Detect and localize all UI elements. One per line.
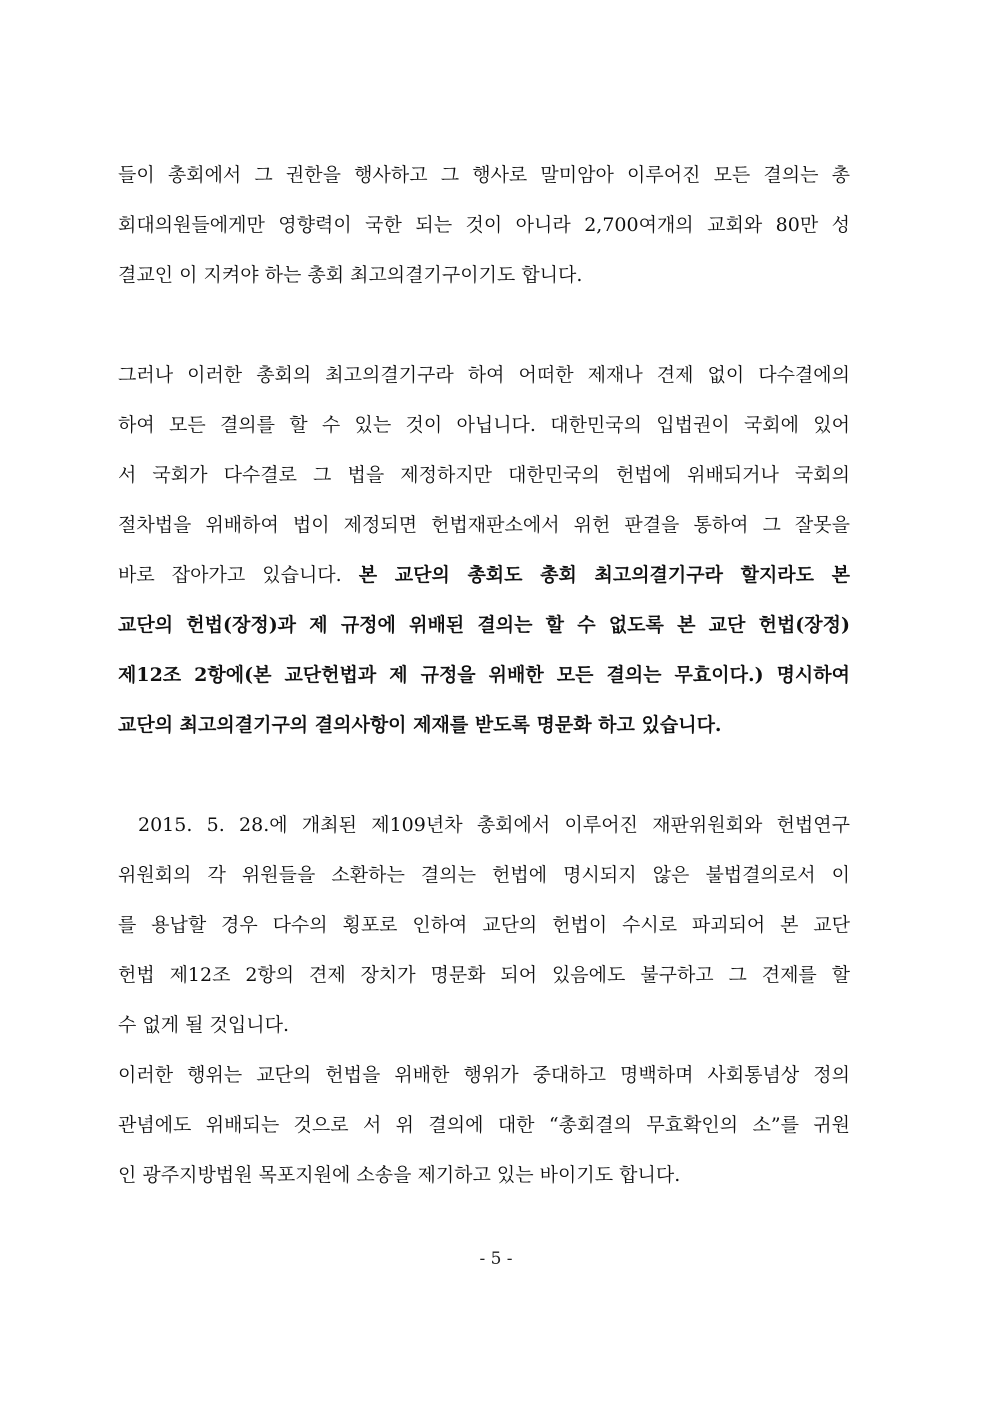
paragraph-3-line-4: 헌법 제12조 2항의 견제 장치가 명문화 되어 있음에도 불구하고 그 견제를 할 [118, 964, 850, 986]
paragraph-4-line-1: 이러한 행위는 교단의 헌법을 위배한 행위가 중대하고 명백하며 사회통념상 정의 [118, 1064, 850, 1086]
paragraph-4-line-3: 인 광주지방법원 목포지원에 소송을 제기하고 있는 바이기도 합니다. [118, 1164, 681, 1186]
paragraph-2-bold-line-2: 제12조 2항에(본 교단헌법과 제 규정을 위배한 모든 결의는 무효이다.) 명시하여 [118, 664, 850, 686]
paragraph-2-line-4: 절차법을 위배하여 법이 제정되면 헌법재판소에서 위헌 판결을 통하여 그 잘못을 [118, 514, 850, 536]
paragraph-3-line-1: 2015. 5. 28.에 개최된 제109년차 총회에서 이루어진 재판위원회와 헌법연구 [138, 814, 850, 836]
page-number: - 5 - [479, 1249, 513, 1269]
paragraph-2-line-1: 그러나 이러한 총회의 최고의결기구라 하여 어떠한 제재나 견제 없이 다수결에의 [118, 364, 850, 386]
paragraph-2-line-3: 서 국회가 다수결로 그 법을 제정하지만 대한민국의 헌법에 위배되거나 국회의 [118, 464, 850, 486]
paragraph-4-line-2: 관념에도 위배되는 것으로 서 위 결의에 대한 “총회결의 무효확인의 소”를 귀원 [118, 1114, 850, 1136]
paragraph-3-line-3: 를 용납할 경우 다수의 횡포로 인하여 교단의 헌법이 수시로 파괴되어 본 교단 [118, 914, 850, 936]
paragraph-1-line-1: 들이 총회에서 그 권한을 행사하고 그 행사로 말미암아 이루어진 모든 결의는 총 [118, 164, 850, 186]
paragraph-1-line-2: 회대의원들에게만 영향력이 국한 되는 것이 아니라 2,700여개의 교회와 80만 성 [118, 214, 850, 236]
paragraph-2-line-5-normal: 바로 잡아가고 있습니다. [118, 564, 359, 586]
paragraph-2-bold-line-1: 교단의 헌법(장정)과 제 규정에 위배된 결의는 할 수 없도록 본 교단 헌법(장정) [118, 614, 850, 636]
paragraph-2-line-2: 하여 모든 결의를 할 수 있는 것이 아닙니다. 대한민국의 입법권이 국회에 있어 [118, 414, 850, 436]
paragraph-2-bold-line-3: 교단의 최고의결기구의 결의사항이 제재를 받도록 명문화 하고 있습니다. [118, 714, 722, 736]
paragraph-3-line-5: 수 없게 될 것입니다. [118, 1014, 289, 1036]
paragraph-3-line-2: 위원회의 각 위원들을 소환하는 결의는 헌법에 명시되지 않은 불법결의로서 이 [118, 864, 850, 886]
paragraph-2-line-5-bold: 본 교단의 총회도 총회 최고의결기구라 할지라도 본 [358, 564, 851, 586]
paragraph-1-line-3: 결교인 이 지켜야 하는 총회 최고의결기구이기도 합니다. [118, 264, 583, 286]
paragraph-2-line-5 [118, 560, 850, 590]
